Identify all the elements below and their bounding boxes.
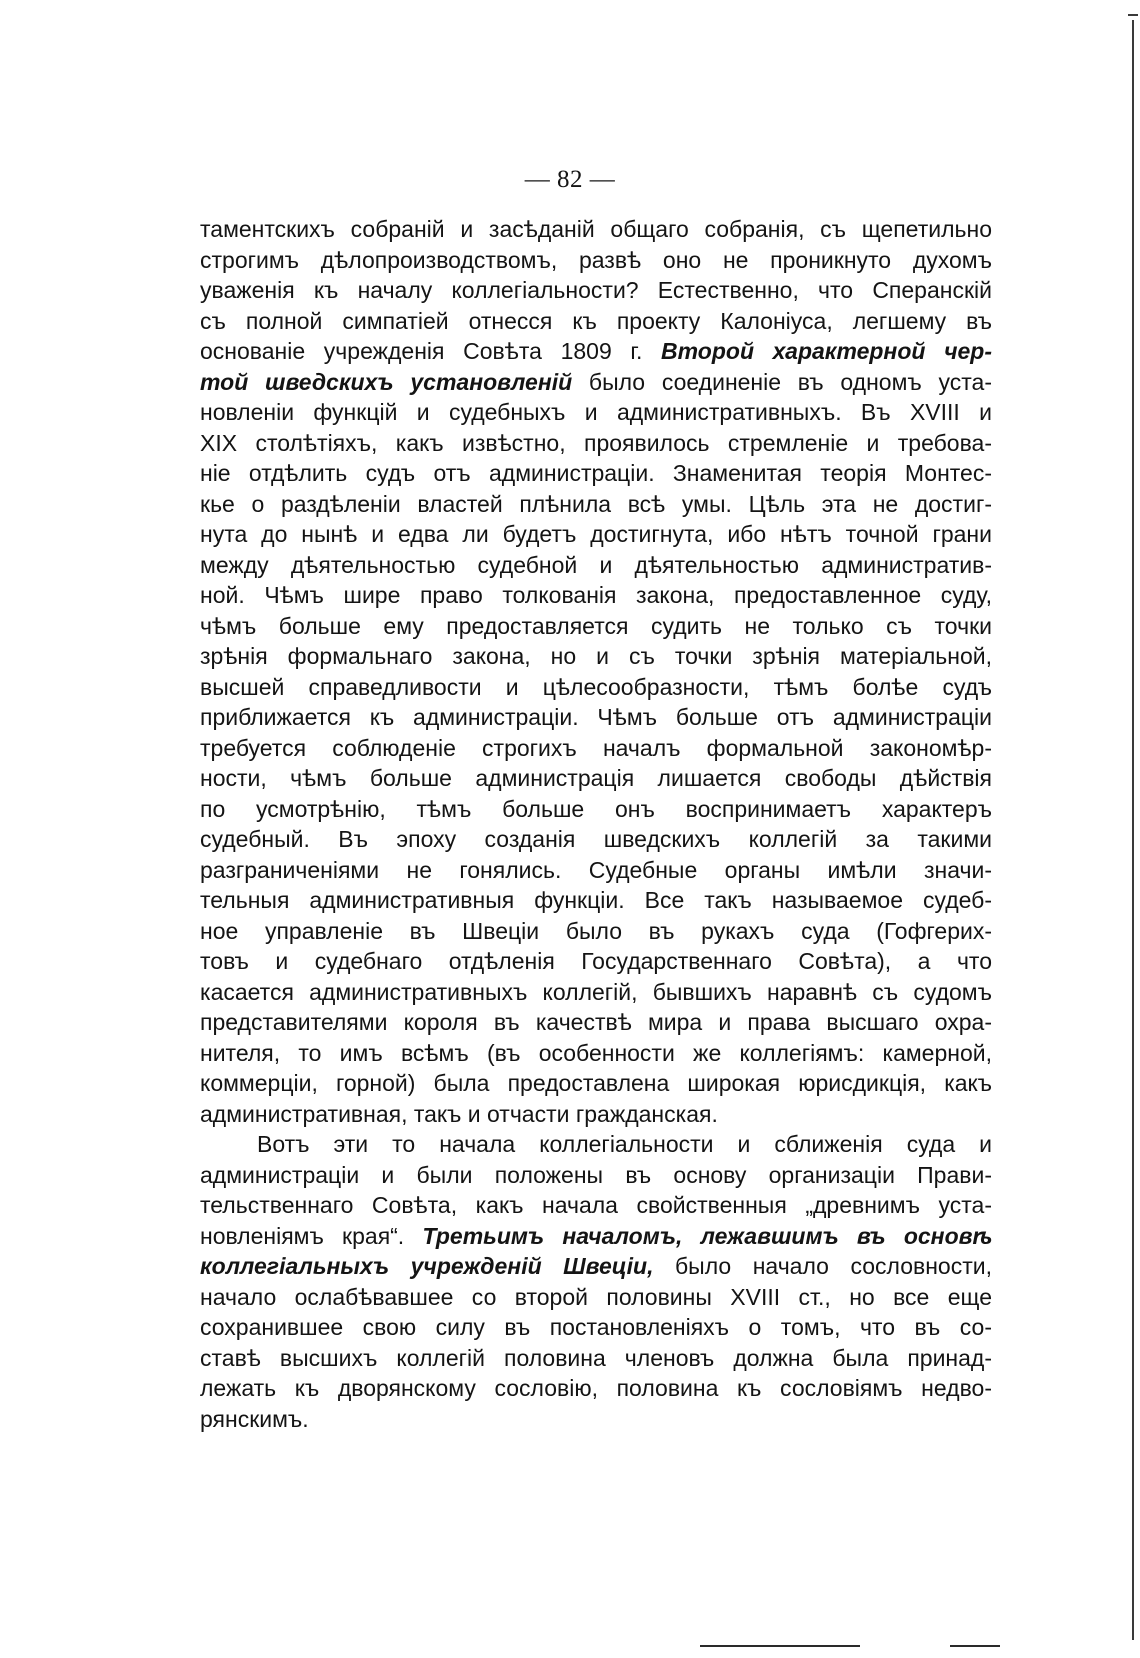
text-segment: ной. Чѣмъ шире право толкованія закона, предоставленное суду, [200,582,992,608]
text-line [200,611,992,642]
text-segment: чѣмъ больше ему предоставляется судить не только съ точки [200,612,992,639]
paragraph [200,1129,992,1434]
text-line [200,702,992,733]
text-segment: администраціи и были положены въ основу организаціи Прави- [200,1161,992,1188]
text-line [200,397,992,428]
text-segment: основаніе учрежденія Совѣта 1809 г. [200,338,662,364]
text-segment: XIX столѣтіяхъ, какъ извѣстно, проявилось стремленіе и требова- [200,429,992,456]
text-segment: разграниченіями не гонялись. Судебные органы имѣли значи- [200,856,992,883]
text-segment: строгимъ дѣлопроизводствомъ, развѣ оно не проникнуто духомъ [200,246,992,273]
text-line [200,214,992,245]
footer-rule [700,1645,860,1647]
text-segment: товъ и судебнаго отдѣленія Государственнаго Совѣта), а что [200,948,992,974]
text-line [200,946,992,977]
text-line [200,1221,992,1252]
text-segment: таментскихъ собраній и засѣданій общаго собранія, съ щепетильно [200,216,992,242]
text-segment: административная, такъ и отчасти гражданская. [200,1100,718,1127]
text-line [200,1404,992,1435]
text-line [200,977,992,1008]
text-segment: коммерціи, горной) была предоставлена широкая юрисдикція, какъ [200,1070,992,1096]
text-line [200,519,992,550]
text-segment: тельственнаго Совѣта, какъ начала свойственныя „древнимъ уста- [200,1192,992,1218]
text-segment: высшей справедливости и цѣлесообразности, тѣмъ болѣе судъ [200,673,992,700]
text-segment: начало ослабѣвавшее со второй половины XVIII ст., но все еще [200,1283,992,1310]
page-edge-tick [1128,14,1138,16]
text-segment: ставѣ высшихъ коллегій половина членовъ должна была принад- [200,1344,992,1371]
text-segment: сохранившее свою силу въ постановленіяхъ о томъ, что въ со- [200,1314,992,1340]
text-line [200,763,992,794]
page-edge-rule [1132,20,1134,1640]
text-segment: зрѣнія формальнаго закона, но и съ точки зрѣнія матеріальной, [200,643,992,669]
emphasized-text: коллегіальныхъ учрежденій Швеціи, [200,1253,654,1279]
text-segment: было соединеніе въ одномъ уста- [572,368,992,395]
text-line [200,1190,992,1221]
text-line [200,824,992,855]
text-line [200,489,992,520]
text-line [200,1251,992,1282]
text-line [200,550,992,581]
emphasized-text: Второй характерной чер- [661,338,992,364]
text-segment: лежать къ дворянскому сословію, половина къ сословіямъ недво- [200,1375,992,1401]
text-segment: кье о раздѣленіи властей плѣнила всѣ умы. Цѣль эта не достиг- [200,490,992,517]
text-segment: нителя, то имъ всѣмъ (въ особенности же коллегіямъ: камерной, [200,1039,992,1066]
text-line [200,428,992,459]
text-line [200,1373,992,1404]
text-segment: уваженія къ началу коллегіальности? Естественно, что Сперанскій [200,277,992,303]
text-line [200,916,992,947]
text-line [200,458,992,489]
text-segment: между дѣятельностью судебной и дѣятельностью административ- [200,551,992,578]
text-line [200,794,992,825]
text-line [200,245,992,276]
text-segment: тельныя административныя функціи. Все такъ называемое судеб- [200,887,992,913]
text-segment: новленіямъ края“. [200,1222,423,1249]
text-segment: Вотъ эти то начала коллегіальности и сближенія суда и [257,1131,992,1157]
text-segment: съ полной симпатіей отнесся къ проекту Калоніуса, легшему въ [200,307,992,334]
text-line [200,733,992,764]
text-segment: нута до нынѣ и едва ли будетъ достигнута, ибо нѣтъ точной грани [200,521,992,547]
text-line [200,1068,992,1099]
text-line [200,672,992,703]
text-segment: новленіи функцій и судебныхъ и административныхъ. Въ XVIII и [200,399,992,425]
page-number: — 82 — [524,166,616,193]
text-segment: ности, чѣмъ больше администрація лишается свободы дѣйствія [200,765,992,791]
footer-rule [950,1645,1000,1647]
text-line [200,1007,992,1038]
text-line [200,367,992,398]
text-line [200,275,992,306]
text-line [200,855,992,886]
text-segment: представителями короля въ качествѣ мира и права высшаго охра- [200,1009,992,1035]
text-line [200,580,992,611]
text-segment: ное управленіе въ Швеціи было въ рукахъ суда (Гофгерих- [200,917,992,944]
text-segment: было начало сословности, [653,1253,992,1279]
text-line [200,1312,992,1343]
text-segment: судебный. Въ эпоху созданія шведскихъ коллегій за такими [200,826,992,852]
text-line [200,641,992,672]
text-line [200,1099,992,1130]
text-segment: касается административныхъ коллегій, бывшихъ наравнѣ съ судомъ [200,978,992,1005]
text-line [200,336,992,367]
text-body [200,214,992,1434]
text-line [200,1038,992,1069]
emphasized-text: той шведскихъ установленій [200,368,573,395]
text-line [200,1343,992,1374]
text-segment: рянскимъ. [200,1405,309,1432]
paragraph [200,214,992,1129]
text-segment: по усмотрѣнію, тѣмъ больше онъ воспринимаетъ характеръ [200,795,992,822]
text-line [200,1129,992,1160]
text-line [200,306,992,337]
text-line [200,1282,992,1313]
text-segment: приближается къ администраціи. Чѣмъ больше отъ администраціи [200,704,992,730]
text-segment: требуется соблюденіе строгихъ началъ формальной закономѣр- [200,734,992,761]
text-line [200,885,992,916]
emphasized-text: Третьимъ началомъ, лежавшимъ въ основѣ [422,1222,992,1249]
text-segment: ніе отдѣлить судъ отъ администраціи. Знаменитая теорія Монтес- [200,460,992,486]
text-line [200,1160,992,1191]
